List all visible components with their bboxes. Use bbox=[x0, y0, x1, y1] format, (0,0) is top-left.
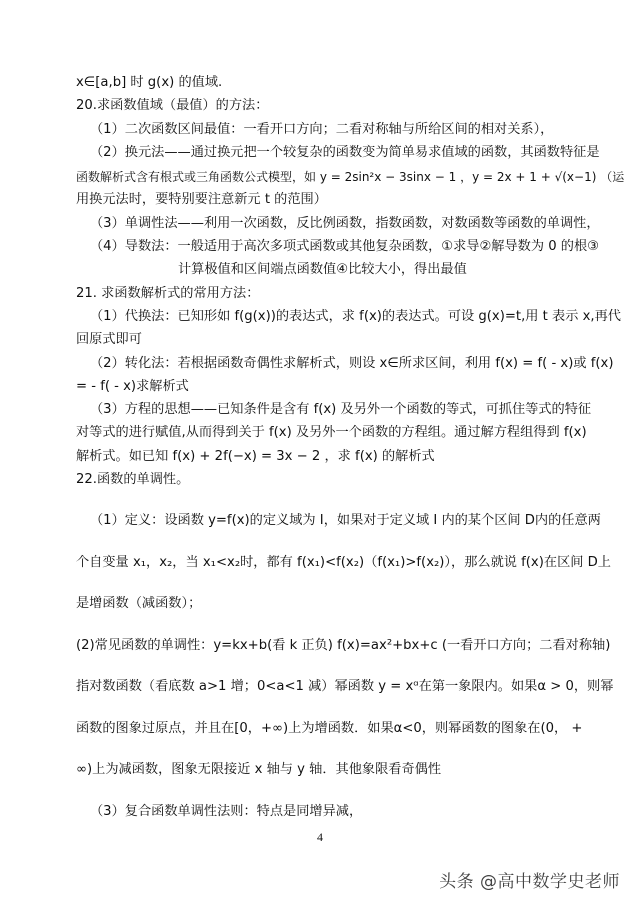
section-heading-21: 21. 求函数解析式的常用方法： bbox=[76, 286, 260, 301]
text-line: 指对数函数（看底数 a>1 增；0<a<1 减）幂函数 y = xᵅ在第一象限内。如果α > 0，则幂 bbox=[76, 679, 614, 694]
text-line: （1）代换法：已知形如 f(g(x))的表达式，求 f(x)的表达式。可设 g(x)=t,用 t 表示 x,再代 bbox=[90, 309, 621, 324]
text-line: （3）复合函数单调性法则：特点是同增异减， bbox=[90, 804, 363, 819]
text-line: （4）导数法：一般适用于高次多项式函数或其他复杂函数，①求导②解导数为 0 的根③ bbox=[90, 239, 600, 254]
text-line: （2）换元法——通过换元把一个较复杂的函数变为简单易求值域的函数，其函数特征是 bbox=[90, 145, 600, 160]
section-heading-22: 22.函数的单调性。 bbox=[76, 472, 190, 487]
section-heading-20: 20.求函数值域（最值）的方法： bbox=[76, 98, 269, 113]
text-line: （3）单调性法——利用一次函数，反比例函数，指数函数，对数函数等函数的单调性， bbox=[90, 216, 600, 231]
watermark: 头条 @高中数学史老师 bbox=[439, 872, 620, 892]
page-number: 4 bbox=[317, 830, 323, 844]
text-line: = - f( - x)求解析式 bbox=[76, 379, 189, 394]
text-line: 对等式的进行赋值,从而得到关于 f(x) 及另外一个函数的方程组。通过解方程组得到 f(x) bbox=[76, 425, 587, 440]
text-line: 计算极值和区间端点函数值④比较大小，得出最值 bbox=[178, 262, 467, 277]
text-line: 回原式即可 bbox=[76, 332, 142, 347]
text-line: 函数解析式含有根式或三角函数公式模型，如 y = 2sin²x − 3sinx − 1 ，y = 2x + 1 + √(x−1) （运 bbox=[76, 170, 625, 184]
text-line: ∞)上为减函数，图象无限接近 x 轴与 y 轴．其他象限看奇偶性 bbox=[76, 762, 442, 777]
text-line: （1）二次函数区间最值：一看开口方向；二看对称轴与所给区间的相对关系）， bbox=[90, 122, 554, 137]
text-line: （1）定义：设函数 y=f(x)的定义域为 I，如果对于定义域 I 内的某个区间 D内的任意两 bbox=[90, 513, 601, 528]
text-line: 函数的图象过原点，并且在[0，+∞)上为增函数．如果α<0，则幂函数的图象在(0， + bbox=[76, 721, 583, 736]
text-line: （3）方程的思想——已知条件是含有 f(x) 及另外一个函数的等式，可抓住等式的特征 bbox=[90, 402, 592, 417]
text-line: 用换元法时，要特别要注意新元 t 的范围） bbox=[76, 192, 327, 207]
text-line: (2)常见函数的单调性：y=kx+b(看 k 正负) f(x)=ax²+bx+c (一看开口方向；二看对称轴) bbox=[76, 638, 611, 653]
text-line: x∈[a,b] 时 g(x) 的值域. bbox=[76, 75, 223, 90]
text-line: 个自变量 x₁，x₂，当 x₁<x₂时，都有 f(x₁)<f(x₂)（f(x₁)>f(x₂)），那么就说 f(x)在区间 D上 bbox=[76, 555, 611, 570]
text-line: 解析式。如已知 f(x) + 2f(−x) = 3x − 2 ，求 f(x) 的解析式 bbox=[76, 449, 435, 464]
text-line: 是增函数（减函数）； bbox=[76, 596, 202, 611]
text-line: （2）转化法：若根据函数奇偶性求解析式，则设 x∈所求区间，利用 f(x) = f( - x)或 f(x) bbox=[90, 356, 614, 371]
